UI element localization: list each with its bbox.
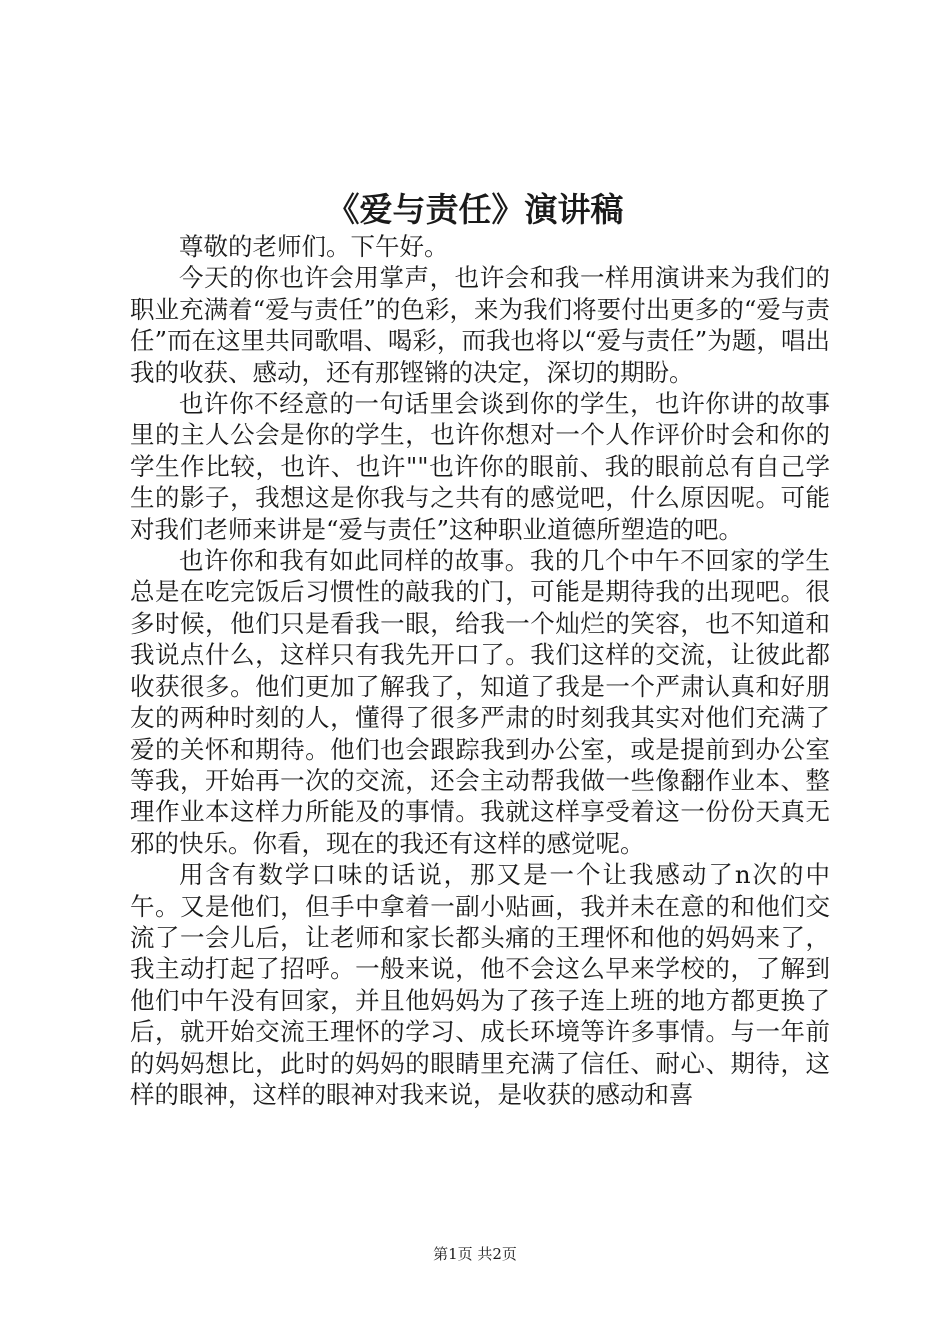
paragraph-greeting: 尊敬的老师们。下午好。 bbox=[179, 232, 449, 261]
document-body bbox=[130, 231, 830, 1110]
paragraph-1: 今天的你也许会用掌声，也许会和我一样用演讲来为我们的职业充满着“爱与责任”的色彩，来为我们将要付出更多的“爱与责任”而在这里共同歌唱、喝彩，而我也将以“爱与责任”为题，唱出我的收获、感动，还有那铿锵的决定，深切的期盼。 bbox=[130, 263, 830, 387]
paragraph-4: 用含有数学口味的话说，那又是一个让我感动了n次的中午。又是他们，但手中拿着一副小贴画，我并未在意的和他们交流了一会儿后，让老师和家长都头痛的王理怀和他的妈妈来了，我主动打起了招呼。一般来说，他不会这么早来学校的，了解到他们中午没有回家，并且他妈妈为了孩子连上班的地方都更换了后，就开始交流王理怀的学习、成长环境等许多事情。与一年前的妈妈想比，此时的妈妈的眼睛里充满了信任、耐心、期待，这样的眼神，这样的眼神对我来说，是收获的感动和喜 bbox=[130, 860, 830, 1109]
paragraph-3: 也许你和我有如此同样的故事。我的几个中午不回家的学生总是在吃完饭后习惯性的敲我的门，可能是期待我的出现吧。很多时候，他们只是看我一眼，给我一个灿烂的笑容，也不知道和我说点什么，这样只有我先开口了。我们这样的交流，让彼此都收获很多。他们更加了解我了，知道了我是一个严肃认真和好朋友的两种时刻的人，懂得了很多严肃的时刻我其实对他们充满了爱的关怀和期待。他们也会跟踪我到办公室，或是提前到办公室等我，开始再一次的交流，还会主动帮我做一些像翻作业本、整理作业本这样力所能及的事情。我就这样享受着这一份份天真无邪的快乐。你看，现在的我还有这样的感觉呢。 bbox=[130, 546, 830, 858]
paragraph-2: 也许你不经意的一句话里会谈到你的学生，也许你讲的故事里的主人公会是你的学生，也许你想对一个人作评价时会和你的学生作比较，也许、也许""也许你的眼前、我的眼前总有自己学生的影子，我想这是你我与之共有的感觉吧，什么原因呢。可能对我们老师来讲是“爱与责任”这种职业道德所塑造的吧。 bbox=[130, 389, 830, 544]
document-title: 《爱与责任》演讲稿 bbox=[326, 190, 624, 229]
page-footer: 第1页 共2页 bbox=[433, 1245, 517, 1263]
